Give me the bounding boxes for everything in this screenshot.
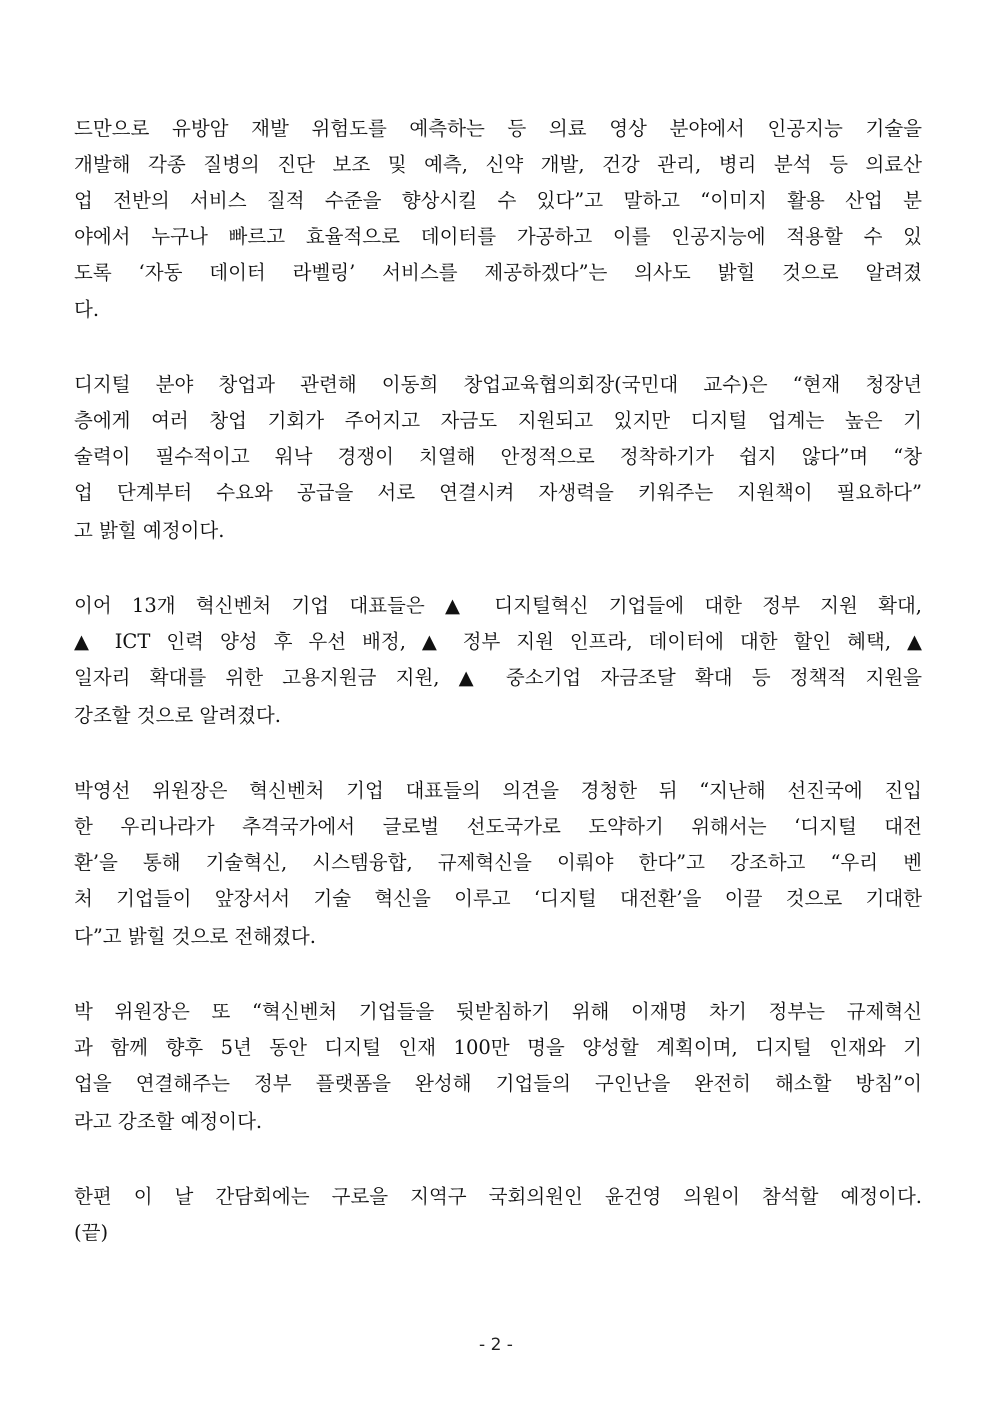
text-line: 디지털 분야 창업과 관련해 이동희 창업교육협의회장(국민대 교수)은 “현재 청장년 [74,373,922,396]
text-line: 층에게 여러 창업 기회가 주어지고 자금도 지원되고 있지만 디지털 업계는 높은 기 [74,409,922,432]
text-line: 이어 13개 혁신벤처 기업 대표들은 ▲ 디지털혁신 기업들에 대한 정부 지원 확대, [74,594,922,617]
text-line: 업 단계부터 수요와 공급을 서로 연결시켜 자생력을 키워주는 지원책이 필요하다” [74,481,922,504]
text-line: 드만으로 유방암 재발 위험도를 예측하는 등 의료 영상 분야에서 인공지능 기술을 [74,117,922,140]
text-line: 한 우리나라가 추격국가에서 글로벌 선도국가로 도약하기 위해서는 ‘디지털 대전 [74,815,922,838]
text-line: 업 전반의 서비스 질적 수준을 향상시킬 수 있다”고 말하고 “이미지 활용 산업 분 [74,189,922,212]
text-line: 다. [74,298,100,321]
text-line: ▲ ICT 인력 양성 후 우선 배정, ▲ 정부 지원 인프라, 데이터에 대한 할인 혜택, ▲ [74,630,922,653]
text-line: 한편 이 날 간담회에는 구로을 지역구 국회의원인 윤건영 의원이 참석할 예정이다. [74,1185,922,1208]
text-line: 일자리 확대를 위한 고용지원금 지원, ▲ 중소기업 자금조달 확대 등 정책적 지원을 [74,666,922,689]
text-line: 박 위원장은 또 “혁신벤처 기업들을 뒷받침하기 위해 이재명 차기 정부는 규제혁신 [74,1000,922,1023]
text-line: 환’을 통해 기술혁신, 시스템융합, 규제혁신을 이뤄야 한다”고 강조하고 “우리 벤 [74,851,922,874]
page-number: - 2 - [479,1335,513,1355]
text-line: 강조할 것으로 알려졌다. [74,704,281,727]
text-line: 고 밝힐 예정이다. [74,519,225,542]
text-line: 박영선 위원장은 혁신벤처 기업 대표들의 의견을 경청한 뒤 “지난해 선진국에 진입 [74,779,922,802]
text-line: 도록 ‘자동 데이터 라벨링’ 서비스를 제공하겠다”는 의사도 밝힐 것으로 알려졌 [74,261,922,284]
text-line: 라고 강조할 예정이다. [74,1110,263,1133]
text-line: (끝) [74,1221,109,1244]
text-line: 과 함께 향후 5년 동안 디지털 인재 100만 명을 양성할 계획이며, 디지털 인재와 기 [74,1036,922,1059]
text-line: 술력이 필수적이고 워낙 경쟁이 치열해 안정적으로 정착하기가 쉽지 않다”며 “창 [74,445,922,468]
text-line: 개발해 각종 질병의 진단 보조 및 예측, 신약 개발, 건강 관리, 병리 분석 등 의료산 [74,153,922,176]
text-line: 업을 연결해주는 정부 플랫폼을 완성해 기업들의 구인난을 완전히 해소할 방침”이 [74,1072,922,1095]
text-line: 처 기업들이 앞장서서 기술 혁신을 이루고 ‘디지털 대전환’을 이끌 것으로 기대한 [74,887,922,910]
text-line: 다”고 밝힐 것으로 전해졌다. [74,925,316,948]
text-line: 야에서 누구나 빠르고 효율적으로 데이터를 가공하고 이를 인공지능에 적용할 수 있 [74,225,922,248]
